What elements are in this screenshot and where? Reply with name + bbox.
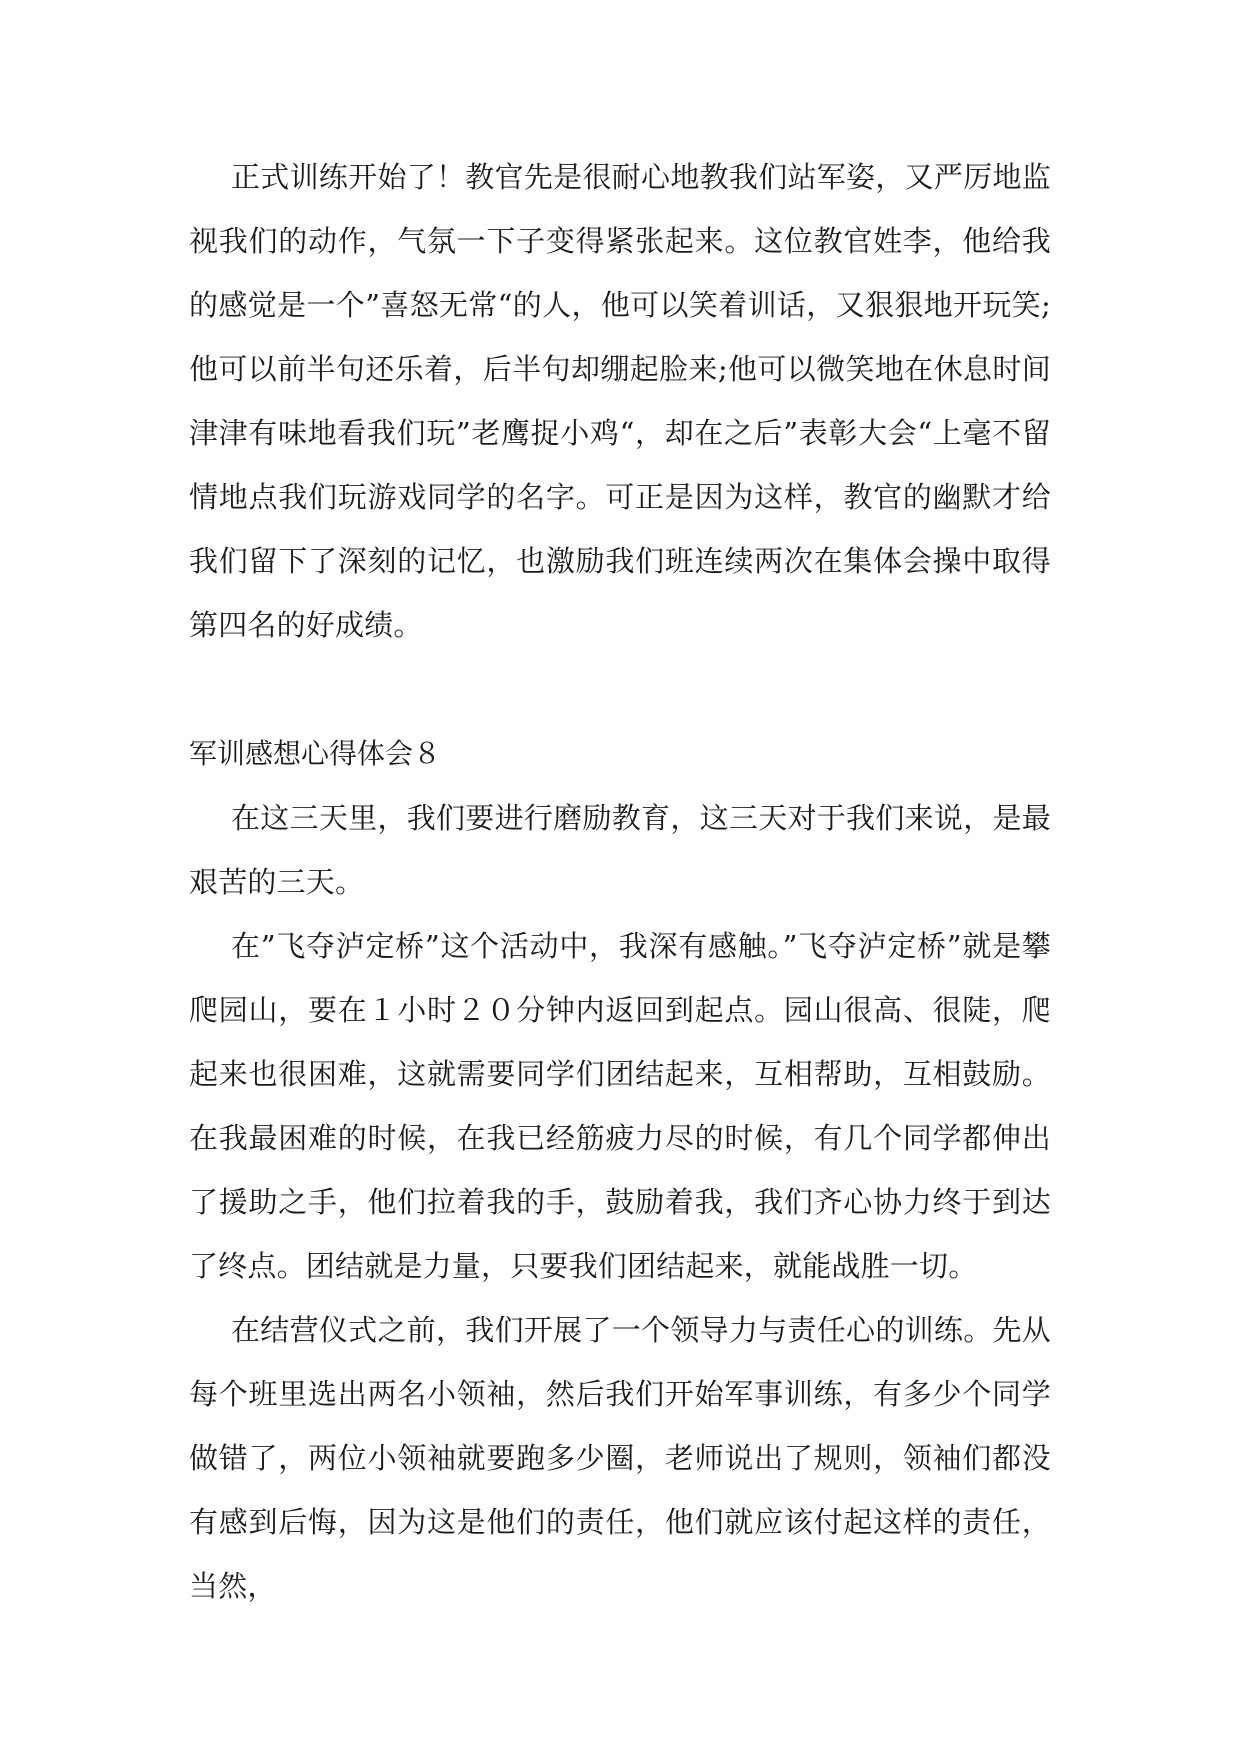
paragraph-block-2 [189, 786, 1051, 1618]
paragraph-three-days: 在这三天里，我们要进行磨励教育，这三天对于我们来说，是最艰苦的三天。 [189, 801, 1051, 899]
paragraph-block-1 [189, 145, 1051, 657]
paragraph-luding-bridge: 在”飞夺泸定桥”这个活动中，我深有感触。”飞夺泸定桥”就是攀爬园山，要在１小时２０分钟内返回到起点。园山很高、很陡，爬起来也很困难，这就需要同学们团结起来，互相帮助，互相鼓励。在我最困难的时候，在我已经筋疲力尽的时候，有几个同学都伸出了援助之手，他们拉着我的手，鼓励着我，我们齐心协力终于到达了终点。团结就是力量，只要我们团结起来，就能战胜一切。 [189, 929, 1051, 1283]
paragraph-training-start: 正式训练开始了！教官先是很耐心地教我们站军姿，又严厉地监视我们的动作，气氛一下子变得紧张起来。这位教官姓李，他给我的感觉是一个”喜怒无常“的人，他可以笑着训话，又狠狠地开玩笑;他可以前半句还乐着，后半句却绷起脸来;他可以微笑地在休息时间津津有味地看我们玩”老鹰捉小鸡“，却在之后”表彰大会“上毫不留情地点我们玩游戏同学的名字。可正是因为这样，教官的幽默才给我们留下了深刻的记忆，也激励我们班连续两次在集体会操中取得第四名的好成绩。 [189, 160, 1051, 642]
section-heading-block [189, 722, 1051, 786]
paragraph-leadership-training: 在结营仪式之前，我们开展了一个领导力与责任心的训练。先从每个班里选出两名小领袖，然后我们开始军事训练，有多少个同学做错了，两位小领袖就要跑多少圈，老师说出了规则，领袖们都没有感到后悔，因为这是他们的责任，他们就应该付起这样的责任，当然， [189, 1313, 1051, 1603]
section-title: 军训感想心得体会８ [189, 737, 442, 770]
